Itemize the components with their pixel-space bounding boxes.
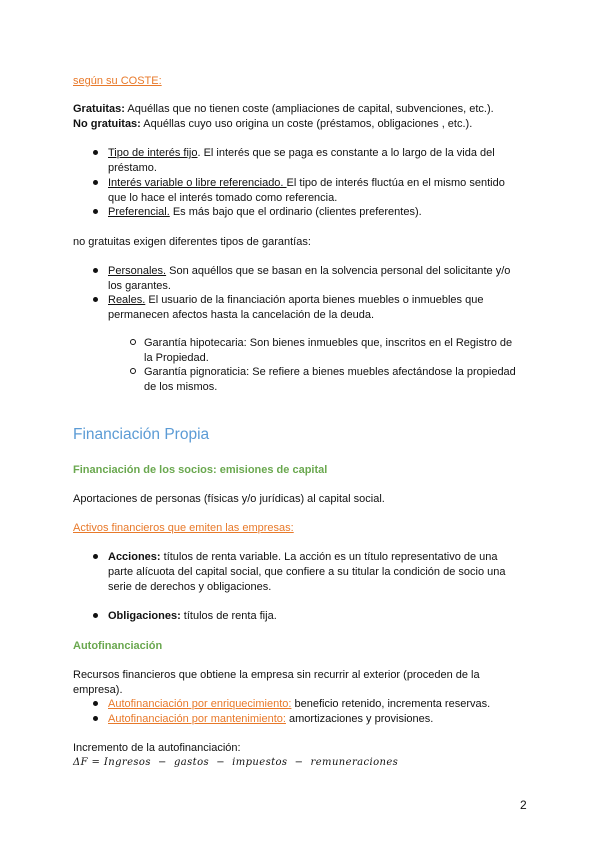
- garantias-intro: no gratuitas exigen diferentes tipos de garantías:: [73, 236, 311, 248]
- bullet-icon: [93, 613, 98, 618]
- interes-item: [108, 146, 495, 160]
- interes-term: Interés variable o libre referenciado.: [108, 177, 287, 189]
- gratuitas-label: Gratuitas:: [73, 103, 125, 115]
- auto-heading: Autofinanciación: [73, 640, 163, 652]
- bullet-icon: [93, 716, 98, 721]
- activo-item: [108, 550, 498, 564]
- activo-text-cont: serie de derechos y obligaciones.: [108, 581, 272, 593]
- auto-desc-cont: empresa).: [73, 684, 123, 696]
- subgarantia-item: Garantía pignoraticia: Se refiere a bienes muebles afectándose la propiedad: [144, 366, 516, 378]
- activo-label: Acciones:: [108, 551, 161, 563]
- activo-item: [108, 609, 277, 623]
- interes-term: Tipo de interés fijo: [108, 147, 198, 159]
- hollow-bullet-icon: [130, 368, 136, 374]
- gratuitas-line: [73, 102, 494, 116]
- interes-item: [108, 205, 422, 219]
- activo-text: títulos de renta fija.: [180, 610, 277, 622]
- subgarantia-text-cont: la Propiedad.: [144, 352, 209, 364]
- auto-text: beneficio retenido, incrementa reservas.: [291, 698, 491, 710]
- no-gratuitas-text: Aquéllas cuyo uso origina un coste (préstamos, obligaciones , etc.).: [143, 118, 473, 130]
- no-gratuitas-line: [73, 117, 472, 131]
- bullet-icon: [93, 701, 98, 706]
- bullet-icon: [93, 150, 98, 155]
- interes-item: [108, 176, 505, 190]
- socios-heading: Financiación de los socios: emisiones de capital: [73, 464, 328, 476]
- garantia-term: Personales.: [108, 265, 167, 277]
- bullet-icon: [93, 209, 98, 214]
- interes-text: Es más bajo que el ordinario (clientes preferentes).: [169, 206, 422, 218]
- interes-text: El tipo de interés fluctúa en el mismo sentido: [286, 177, 505, 189]
- activo-text-cont: parte alícuota del capital social, que confiere a su titular la condición de socio una: [108, 566, 506, 578]
- gratuitas-text: Aquéllas que no tienen coste (ampliaciones de capital, subvenciones, etc.).: [127, 103, 494, 115]
- formula: ΔF = Ingresos − gastos − impuestos − remuneraciones: [73, 757, 399, 768]
- auto-text: amortizaciones y provisiones.: [285, 713, 434, 725]
- subgarantia-text-cont: de los mismos.: [144, 381, 218, 393]
- bullet-icon: [93, 297, 98, 302]
- bullet-icon: [93, 180, 98, 185]
- garantia-item: [108, 293, 483, 307]
- interes-text-cont: que lo hace el interés tomado como referencia.: [108, 192, 338, 204]
- subgarantia-item: Garantía hipotecaria: Son bienes inmuebles que, inscritos en el Registro de: [144, 337, 513, 349]
- page-number: 2: [520, 798, 527, 812]
- aportaciones-text: Aportaciones de personas (físicas y/o jurídicas) al capital social.: [73, 493, 385, 505]
- auto-item: [108, 697, 490, 711]
- auto-item: [108, 712, 433, 726]
- garantia-text-cont: los garantes.: [108, 280, 171, 292]
- garantia-text-cont: permanecen afectos hasta la cancelación de la deuda.: [108, 309, 375, 321]
- bullet-icon: [93, 268, 98, 273]
- activo-label: Obligaciones:: [108, 610, 181, 622]
- incremento-label: Incremento de la autofinanciación:: [73, 742, 241, 754]
- auto-term: Autofinanciación por mantenimiento:: [108, 713, 286, 725]
- interes-text-cont: préstamo.: [108, 162, 157, 174]
- auto-term: Autofinanciación por enriquecimiento:: [108, 698, 292, 710]
- garantia-text: Son aquéllos que se basan en la solvencia personal del solicitante y/o: [166, 265, 511, 277]
- hollow-bullet-icon: [130, 339, 136, 345]
- garantia-text: El usuario de la financiación aporta bienes muebles o inmuebles que: [145, 294, 484, 306]
- no-gratuitas-label: No gratuitas:: [73, 118, 141, 130]
- bullet-icon: [93, 554, 98, 559]
- activo-text: títulos de renta variable. La acción es un título representativo de una: [160, 551, 498, 563]
- auto-desc: Recursos financieros que obtiene la empresa sin recurrir al exterior (proceden de la: [73, 669, 480, 681]
- interes-text: . El interés que se paga es constante a lo largo de la vida del: [197, 147, 495, 159]
- section-title: Financiación Propia: [73, 426, 210, 443]
- garantia-term: Reales.: [108, 294, 146, 306]
- activos-heading: Activos financieros que emiten las empresas:: [73, 522, 294, 534]
- garantia-item: [108, 264, 510, 278]
- coste-heading: según su COSTE:: [73, 75, 162, 87]
- interes-term: Preferencial.: [108, 206, 170, 218]
